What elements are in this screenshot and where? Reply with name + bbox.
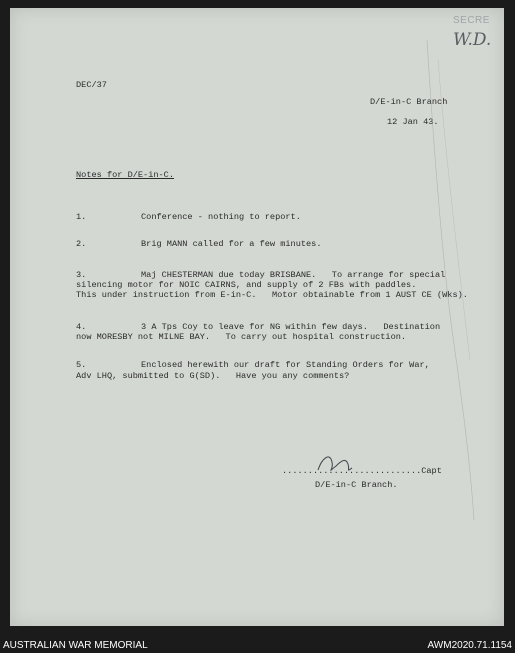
item-text: This under instruction from E-in-C. Motor obtainable from 1 AUST CE (Wks). xyxy=(76,290,468,300)
item-text: now MORESBY not MILNE BAY. To carry out hospital construction. xyxy=(76,332,407,342)
notes-heading: Notes for D/E-in-C. xyxy=(76,170,174,180)
item-number: 2. xyxy=(76,239,87,249)
item-number: 5. xyxy=(76,360,87,370)
item-text: Enclosed herewith our draft for Standing Orders for War, xyxy=(141,360,430,370)
document-date: 12 Jan 43. xyxy=(387,117,439,127)
item-text: Conference - nothing to report. xyxy=(141,212,301,222)
footer-accession-number: AWM2020.71.1154 xyxy=(427,640,512,651)
item-text: 3 A Tps Coy to leave for NG within few days. Destination xyxy=(141,322,441,332)
item-text: silencing motor for NOIC CAIRNS, and supply of 2 FBs with paddles. xyxy=(76,280,417,290)
item-number: 1. xyxy=(76,212,87,222)
handwritten-initials: W.D. xyxy=(453,30,492,50)
item-text: Maj CHESTERMAN due today BRISBANE. To arrange for special xyxy=(141,270,446,280)
item-text: Adv LHQ, submitted to G(SD). Have you any comments? xyxy=(76,371,350,381)
item-text: Brig MANN called for a few minutes. xyxy=(141,239,322,249)
item-number: 4. xyxy=(76,322,87,332)
branch-header: D/E-in-C Branch xyxy=(370,97,448,107)
secret-stamp: SECRE xyxy=(453,15,490,26)
signature-title: D/E-in-C Branch. xyxy=(315,480,398,490)
signature-line: ...........................Capt xyxy=(282,466,442,476)
footer-institution: AUSTRALIAN WAR MEMORIAL xyxy=(3,640,148,651)
reference-number: DEC/37 xyxy=(76,80,107,90)
item-number: 3. xyxy=(76,270,87,280)
